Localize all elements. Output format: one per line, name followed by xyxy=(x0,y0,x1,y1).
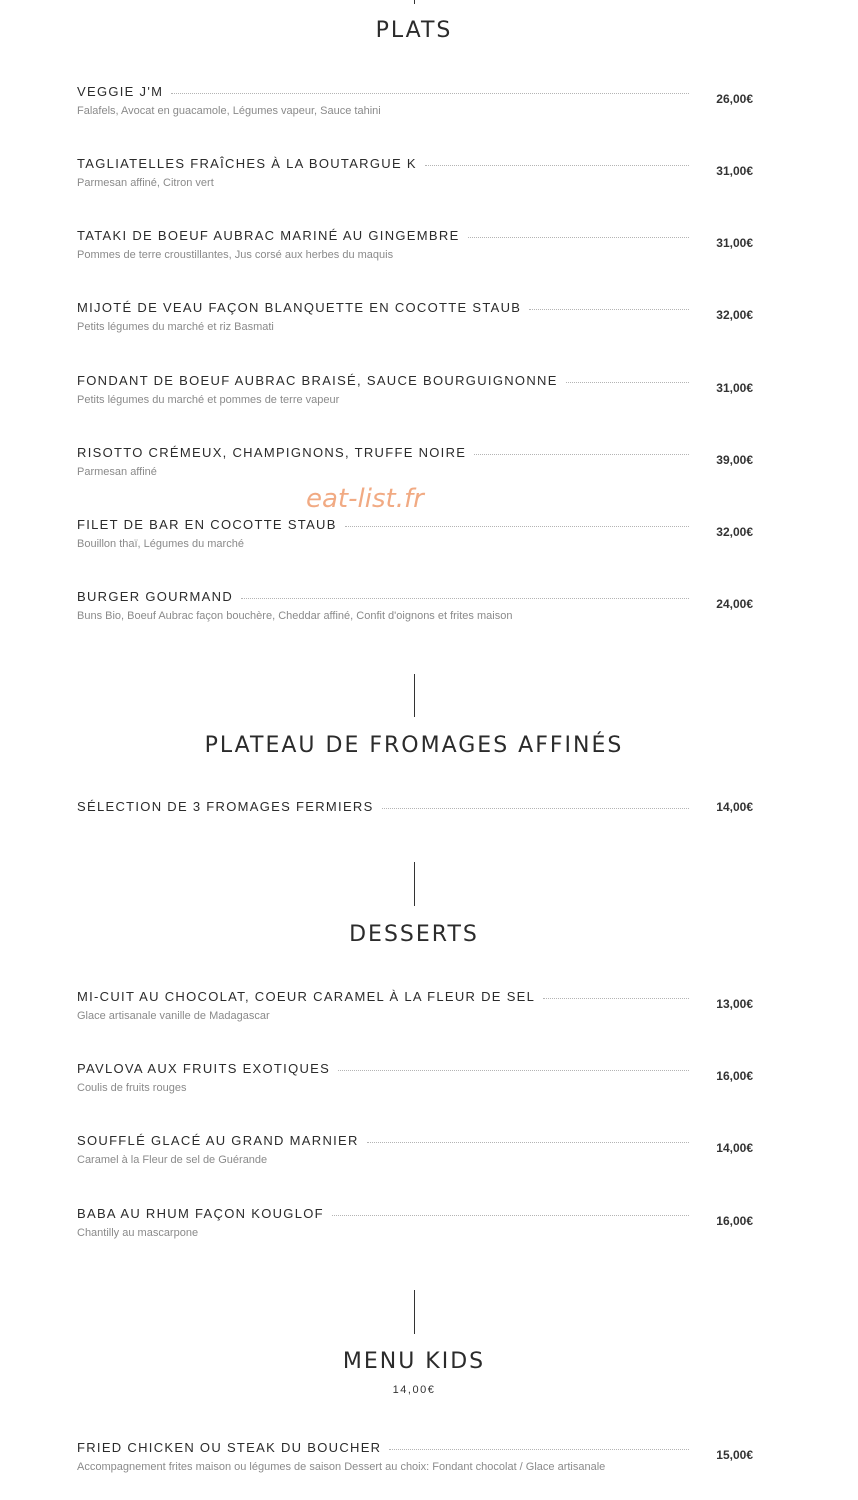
item-description: Glace artisanale vanille de Madagascar xyxy=(77,1010,270,1022)
dotted-leader xyxy=(171,84,689,94)
item-price: 39,00€ xyxy=(716,453,753,467)
menu-item xyxy=(77,799,753,839)
menu-item xyxy=(77,1133,753,1173)
item-price: 15,00€ xyxy=(716,1448,753,1462)
item-price: 16,00€ xyxy=(716,1069,753,1083)
dotted-leader xyxy=(529,300,689,310)
item-price: 32,00€ xyxy=(716,308,753,322)
dotted-leader xyxy=(543,989,689,999)
dotted-leader xyxy=(425,156,689,166)
item-name: MI-CUIT AU CHOCOLAT, COEUR CARAMEL À LA FLEUR DE SEL xyxy=(77,989,536,1004)
section-divider xyxy=(414,674,415,717)
item-name: TAGLIATELLES FRAÎCHES À LA BOUTARGUE K xyxy=(77,156,417,171)
menu-item xyxy=(77,589,753,629)
item-name: FILET DE BAR EN COCOTTE STAUB xyxy=(77,517,337,532)
item-name: FRIED CHICKEN OU STEAK DU BOUCHER xyxy=(77,1440,382,1455)
item-description: Petits légumes du marché et pommes de terre vapeur xyxy=(77,394,340,406)
item-description: Petits légumes du marché et riz Basmati xyxy=(77,321,274,333)
item-name: SOUFFLÉ GLACÉ AU GRAND MARNIER xyxy=(77,1133,359,1148)
dotted-leader xyxy=(389,1440,689,1450)
item-description: Accompagnement frites maison ou légumes de saison Dessert au choix: Fondant chocolat / Glace artisanale xyxy=(77,1461,606,1473)
item-name: TATAKI DE BOEUF AUBRAC MARINÉ AU GINGEMBRE xyxy=(77,228,460,243)
item-description: Parmesan affiné xyxy=(77,466,157,478)
section-title-kids: MENU KIDS xyxy=(342,1349,486,1374)
menu-item xyxy=(77,300,753,340)
dotted-leader xyxy=(566,373,689,383)
item-price: 31,00€ xyxy=(716,381,753,395)
item-name: BURGER GOURMAND xyxy=(77,589,234,604)
menu-item xyxy=(77,1440,753,1480)
item-description: Parmesan affiné, Citron vert xyxy=(77,177,214,189)
item-name: RISOTTO CRÉMEUX, CHAMPIGNONS, TRUFFE NOIRE xyxy=(77,445,467,460)
watermark: eat-list.fr xyxy=(306,484,424,514)
menu-item xyxy=(77,156,753,196)
section-divider xyxy=(414,1290,415,1334)
menu-item xyxy=(77,84,753,124)
dotted-leader xyxy=(382,799,689,809)
item-price: 32,00€ xyxy=(716,525,753,539)
menu-item xyxy=(77,445,753,485)
menu-item xyxy=(77,373,753,413)
item-description: Falafels, Avocat en guacamole, Légumes vapeur, Sauce tahini xyxy=(77,105,381,117)
dotted-leader xyxy=(241,589,689,599)
item-name: MIJOTÉ DE VEAU FAÇON BLANQUETTE EN COCOTTE STAUB xyxy=(77,300,522,315)
menu-item xyxy=(77,228,753,268)
section-title-fromages: PLATEAU DE FROMAGES AFFINÉS xyxy=(204,733,624,758)
item-price: 13,00€ xyxy=(716,997,753,1011)
item-name: VEGGIE J'M xyxy=(77,84,164,99)
menu-item xyxy=(77,517,753,557)
dotted-leader xyxy=(468,228,689,238)
dotted-leader xyxy=(367,1133,689,1143)
section-title-plats: PLATS xyxy=(375,18,453,43)
item-price: 31,00€ xyxy=(716,164,753,178)
item-price: 26,00€ xyxy=(716,92,753,106)
section-divider xyxy=(414,862,415,906)
item-description: Chantilly au mascarpone xyxy=(77,1227,199,1239)
dotted-leader xyxy=(345,517,689,527)
item-description: Buns Bio, Boeuf Aubrac façon bouchère, Cheddar affiné, Confit d'oignons et frites maison xyxy=(77,610,513,622)
item-description: Bouillon thaï, Légumes du marché xyxy=(77,538,244,550)
item-price: 24,00€ xyxy=(716,597,753,611)
dotted-leader xyxy=(332,1206,689,1216)
item-description: Coulis de fruits rouges xyxy=(77,1082,187,1094)
menu-item xyxy=(77,1061,753,1101)
item-description: Pommes de terre croustillantes, Jus corsé aux herbes du maquis xyxy=(77,249,394,261)
section-price: 14,00€ xyxy=(392,1384,436,1396)
section-divider xyxy=(414,0,415,4)
section-title-desserts: DESSERTS xyxy=(349,922,479,947)
dotted-leader xyxy=(338,1061,689,1071)
menu-item xyxy=(77,1206,753,1246)
item-name: SÉLECTION DE 3 FROMAGES FERMIERS xyxy=(77,799,374,814)
item-name: BABA AU RHUM FAÇON KOUGLOF xyxy=(77,1206,324,1221)
item-price: 31,00€ xyxy=(716,236,753,250)
item-description: Caramel à la Fleur de sel de Guérande xyxy=(77,1154,268,1166)
item-name: FONDANT DE BOEUF AUBRAC BRAISÉ, SAUCE BOURGUIGNONNE xyxy=(77,373,558,388)
item-price: 14,00€ xyxy=(716,1141,753,1155)
menu-item xyxy=(77,989,753,1029)
item-price: 14,00€ xyxy=(716,800,753,814)
dotted-leader xyxy=(474,445,689,455)
item-name: PAVLOVA AUX FRUITS EXOTIQUES xyxy=(77,1061,331,1076)
item-price: 16,00€ xyxy=(716,1214,753,1228)
